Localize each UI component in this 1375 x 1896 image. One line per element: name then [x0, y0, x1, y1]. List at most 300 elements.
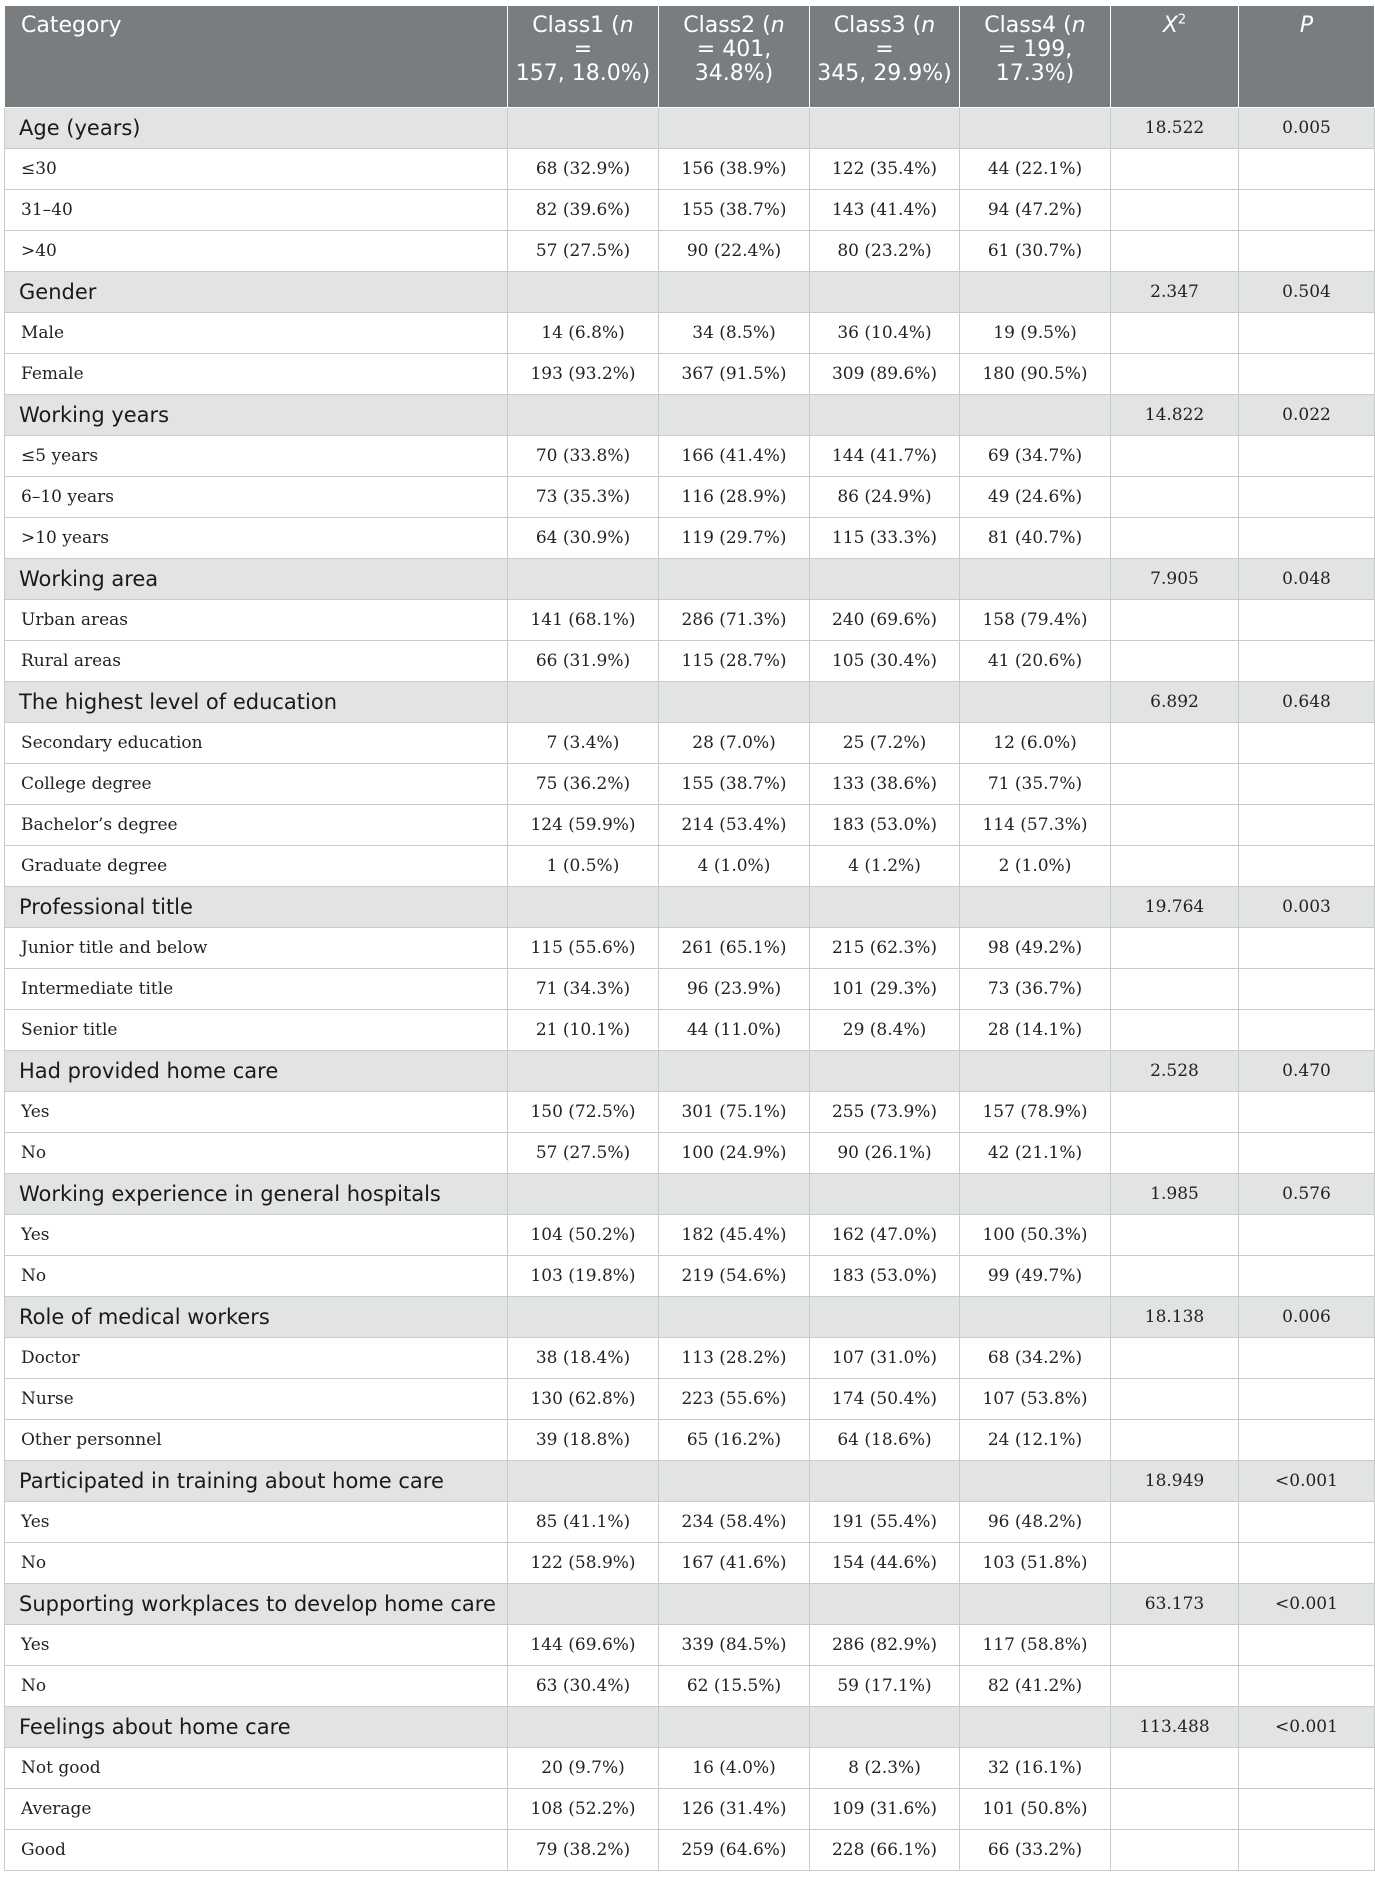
chi-square-value: 6.892 — [1111, 682, 1239, 723]
class2-value: 119 (29.7%) — [659, 518, 810, 559]
table-row — [5, 518, 1375, 559]
class2-value: 223 (55.6%) — [659, 1379, 810, 1420]
empty-cell — [508, 395, 659, 436]
section-header-row — [5, 395, 1375, 436]
class1-value: 70 (33.8%) — [508, 436, 659, 477]
empty-cell — [1111, 1379, 1239, 1420]
empty-cell — [1239, 1625, 1375, 1666]
class1-value: 124 (59.9%) — [508, 805, 659, 846]
table-body — [5, 108, 1375, 1871]
table-row — [5, 231, 1375, 272]
class1-value: 115 (55.6%) — [508, 928, 659, 969]
table-row — [5, 1420, 1375, 1461]
class1-value: 108 (52.2%) — [508, 1789, 659, 1830]
empty-cell — [659, 1174, 810, 1215]
class3-value: 154 (44.6%) — [810, 1543, 960, 1584]
empty-cell — [1111, 764, 1239, 805]
row-label: Graduate degree — [5, 846, 508, 887]
header-category: Category — [5, 6, 508, 108]
empty-cell — [508, 682, 659, 723]
empty-cell — [810, 1051, 960, 1092]
class3-value: 144 (41.7%) — [810, 436, 960, 477]
class4-value: 98 (49.2%) — [960, 928, 1111, 969]
row-label: ≤5 years — [5, 436, 508, 477]
row-label: No — [5, 1666, 508, 1707]
table-row — [5, 1666, 1375, 1707]
empty-cell — [1111, 928, 1239, 969]
empty-cell — [1239, 1543, 1375, 1584]
empty-cell — [810, 1461, 960, 1502]
empty-cell — [1239, 1256, 1375, 1297]
class1-value: 82 (39.6%) — [508, 190, 659, 231]
class3-value: 309 (89.6%) — [810, 354, 960, 395]
class3-value: 162 (47.0%) — [810, 1215, 960, 1256]
p-value: 0.576 — [1239, 1174, 1375, 1215]
empty-cell — [1111, 723, 1239, 764]
empty-cell — [1111, 1215, 1239, 1256]
empty-cell — [659, 682, 810, 723]
table-row — [5, 969, 1375, 1010]
class1-value: 141 (68.1%) — [508, 600, 659, 641]
p-value: 0.504 — [1239, 272, 1375, 313]
class1-value: 64 (30.9%) — [508, 518, 659, 559]
chi-square-value: 63.173 — [1111, 1584, 1239, 1625]
class4-value: 28 (14.1%) — [960, 1010, 1111, 1051]
class4-value: 69 (34.7%) — [960, 436, 1111, 477]
empty-cell — [810, 1297, 960, 1338]
row-label: Yes — [5, 1092, 508, 1133]
row-label: Secondary education — [5, 723, 508, 764]
class4-value: 71 (35.7%) — [960, 764, 1111, 805]
empty-cell — [1239, 723, 1375, 764]
class4-value: 157 (78.9%) — [960, 1092, 1111, 1133]
table-row — [5, 846, 1375, 887]
empty-cell — [1239, 1092, 1375, 1133]
empty-cell — [810, 272, 960, 313]
chi-square-value: 18.138 — [1111, 1297, 1239, 1338]
class2-value: 261 (65.1%) — [659, 928, 810, 969]
row-label: Other personnel — [5, 1420, 508, 1461]
row-label: 31–40 — [5, 190, 508, 231]
empty-cell — [810, 1174, 960, 1215]
class3-value: 240 (69.6%) — [810, 600, 960, 641]
header-row — [5, 6, 1375, 108]
empty-cell — [659, 272, 810, 313]
class1-value: 63 (30.4%) — [508, 1666, 659, 1707]
empty-cell — [960, 887, 1111, 928]
class2-value: 214 (53.4%) — [659, 805, 810, 846]
empty-cell — [1239, 1133, 1375, 1174]
class1-value: 79 (38.2%) — [508, 1830, 659, 1871]
table-row — [5, 149, 1375, 190]
class3-value: 80 (23.2%) — [810, 231, 960, 272]
table-row — [5, 477, 1375, 518]
empty-cell — [960, 1051, 1111, 1092]
class2-value: 234 (58.4%) — [659, 1502, 810, 1543]
empty-cell — [659, 559, 810, 600]
class2-value: 113 (28.2%) — [659, 1338, 810, 1379]
class3-value: 109 (31.6%) — [810, 1789, 960, 1830]
empty-cell — [659, 108, 810, 149]
empty-cell — [1111, 600, 1239, 641]
section-header-row — [5, 1461, 1375, 1502]
row-label: Yes — [5, 1215, 508, 1256]
table-row — [5, 436, 1375, 477]
class4-value: 94 (47.2%) — [960, 190, 1111, 231]
class3-value: 122 (35.4%) — [810, 149, 960, 190]
class2-value: 155 (38.7%) — [659, 764, 810, 805]
empty-cell — [1111, 1092, 1239, 1133]
class4-value: 44 (22.1%) — [960, 149, 1111, 190]
p-value: 0.048 — [1239, 559, 1375, 600]
row-label: No — [5, 1256, 508, 1297]
section-label: Supporting workplaces to develop home care — [5, 1584, 508, 1625]
empty-cell — [960, 108, 1111, 149]
empty-cell — [1111, 231, 1239, 272]
empty-cell — [960, 682, 1111, 723]
class4-value: 107 (53.8%) — [960, 1379, 1111, 1420]
class2-value: 90 (22.4%) — [659, 231, 810, 272]
class4-value: 81 (40.7%) — [960, 518, 1111, 559]
class2-value: 44 (11.0%) — [659, 1010, 810, 1051]
empty-cell — [1111, 1420, 1239, 1461]
class2-value: 115 (28.7%) — [659, 641, 810, 682]
row-label: Bachelor’s degree — [5, 805, 508, 846]
class4-value: 117 (58.8%) — [960, 1625, 1111, 1666]
chi-square-value: 2.528 — [1111, 1051, 1239, 1092]
class1-value: 66 (31.9%) — [508, 641, 659, 682]
class3-value: 143 (41.4%) — [810, 190, 960, 231]
empty-cell — [1111, 1338, 1239, 1379]
class2-value: 367 (91.5%) — [659, 354, 810, 395]
chi-square-value: 18.522 — [1111, 108, 1239, 149]
empty-cell — [508, 1051, 659, 1092]
empty-cell — [1239, 436, 1375, 477]
p-value: <0.001 — [1239, 1584, 1375, 1625]
empty-cell — [1111, 969, 1239, 1010]
empty-cell — [1111, 477, 1239, 518]
empty-cell — [1111, 1502, 1239, 1543]
class1-value: 57 (27.5%) — [508, 1133, 659, 1174]
class2-value: 126 (31.4%) — [659, 1789, 810, 1830]
section-header-row — [5, 108, 1375, 149]
class4-value: 66 (33.2%) — [960, 1830, 1111, 1871]
empty-cell — [659, 1461, 810, 1502]
class3-value: 228 (66.1%) — [810, 1830, 960, 1871]
empty-cell — [508, 1297, 659, 1338]
header-chi-square: $X^2$ — [1111, 6, 1239, 108]
table-row — [5, 1256, 1375, 1297]
empty-cell — [1239, 231, 1375, 272]
section-label: Age (years) — [5, 108, 508, 149]
class2-value: 65 (16.2%) — [659, 1420, 810, 1461]
empty-cell — [1111, 190, 1239, 231]
class3-value: 183 (53.0%) — [810, 805, 960, 846]
class4-value: 103 (51.8%) — [960, 1543, 1111, 1584]
class1-value: 68 (32.9%) — [508, 149, 659, 190]
table-row — [5, 1830, 1375, 1871]
empty-cell — [1239, 928, 1375, 969]
section-header-row — [5, 887, 1375, 928]
empty-cell — [1239, 1789, 1375, 1830]
class1-value: 144 (69.6%) — [508, 1625, 659, 1666]
empty-cell — [1111, 805, 1239, 846]
p-value: 0.006 — [1239, 1297, 1375, 1338]
class4-value: 82 (41.2%) — [960, 1666, 1111, 1707]
class4-value: 24 (12.1%) — [960, 1420, 1111, 1461]
class4-value: 158 (79.4%) — [960, 600, 1111, 641]
class2-value: 100 (24.9%) — [659, 1133, 810, 1174]
class1-value: 73 (35.3%) — [508, 477, 659, 518]
class2-value: 182 (45.4%) — [659, 1215, 810, 1256]
class3-value: 183 (53.0%) — [810, 1256, 960, 1297]
row-label: >40 — [5, 231, 508, 272]
table-row — [5, 1748, 1375, 1789]
empty-cell — [659, 1051, 810, 1092]
empty-cell — [960, 1174, 1111, 1215]
section-header-row — [5, 1297, 1375, 1338]
empty-cell — [659, 395, 810, 436]
class4-value: 12 (6.0%) — [960, 723, 1111, 764]
table-row — [5, 764, 1375, 805]
table-row — [5, 354, 1375, 395]
chi-square-value: 1.985 — [1111, 1174, 1239, 1215]
section-label: Working area — [5, 559, 508, 600]
class1-value: 193 (93.2%) — [508, 354, 659, 395]
class1-value: 130 (62.8%) — [508, 1379, 659, 1420]
class2-value: 28 (7.0%) — [659, 723, 810, 764]
class3-value: 64 (18.6%) — [810, 1420, 960, 1461]
class2-value: 156 (38.9%) — [659, 149, 810, 190]
empty-cell — [508, 1461, 659, 1502]
p-value: 0.022 — [1239, 395, 1375, 436]
empty-cell — [960, 1461, 1111, 1502]
table-row — [5, 805, 1375, 846]
class2-value: 166 (41.4%) — [659, 436, 810, 477]
table-row — [5, 1215, 1375, 1256]
p-value: 0.003 — [1239, 887, 1375, 928]
empty-cell — [810, 1584, 960, 1625]
class-comparison-table — [4, 5, 1375, 1871]
empty-cell — [1239, 805, 1375, 846]
empty-cell — [960, 559, 1111, 600]
chi-square-value: 18.949 — [1111, 1461, 1239, 1502]
class1-value: 1 (0.5%) — [508, 846, 659, 887]
section-header-row — [5, 272, 1375, 313]
class3-value: 133 (38.6%) — [810, 764, 960, 805]
header-class2: Class2 (n = 401, 34.8%) — [659, 6, 810, 108]
p-value: <0.001 — [1239, 1707, 1375, 1748]
class4-value: 100 (50.3%) — [960, 1215, 1111, 1256]
table-row — [5, 1789, 1375, 1830]
class4-value: 68 (34.2%) — [960, 1338, 1111, 1379]
empty-cell — [508, 559, 659, 600]
table-row — [5, 190, 1375, 231]
row-label: Senior title — [5, 1010, 508, 1051]
row-label: Doctor — [5, 1338, 508, 1379]
empty-cell — [1111, 1010, 1239, 1051]
class2-value: 219 (54.6%) — [659, 1256, 810, 1297]
chi-square-value: 2.347 — [1111, 272, 1239, 313]
class4-value: 61 (30.7%) — [960, 231, 1111, 272]
class2-value: 34 (8.5%) — [659, 313, 810, 354]
class1-value: 20 (9.7%) — [508, 1748, 659, 1789]
chi-square-value: 113.488 — [1111, 1707, 1239, 1748]
class3-value: 25 (7.2%) — [810, 723, 960, 764]
table-row — [5, 641, 1375, 682]
empty-cell — [1239, 1830, 1375, 1871]
row-label: Average — [5, 1789, 508, 1830]
empty-cell — [508, 1707, 659, 1748]
empty-cell — [1239, 477, 1375, 518]
section-label: Professional title — [5, 887, 508, 928]
class4-value: 19 (9.5%) — [960, 313, 1111, 354]
row-label: No — [5, 1133, 508, 1174]
class3-value: 115 (33.3%) — [810, 518, 960, 559]
empty-cell — [1239, 1666, 1375, 1707]
empty-cell — [508, 1174, 659, 1215]
class4-value: 2 (1.0%) — [960, 846, 1111, 887]
class4-value: 49 (24.6%) — [960, 477, 1111, 518]
empty-cell — [1111, 1748, 1239, 1789]
empty-cell — [1111, 641, 1239, 682]
empty-cell — [1111, 436, 1239, 477]
row-label: Yes — [5, 1625, 508, 1666]
class1-value: 75 (36.2%) — [508, 764, 659, 805]
empty-cell — [508, 108, 659, 149]
empty-cell — [960, 1584, 1111, 1625]
row-label: 6–10 years — [5, 477, 508, 518]
chi-square-value: 14.822 — [1111, 395, 1239, 436]
section-label: Role of medical workers — [5, 1297, 508, 1338]
class4-value: 32 (16.1%) — [960, 1748, 1111, 1789]
header-class1: Class1 (n = 157, 18.0%) — [508, 6, 659, 108]
section-header-row — [5, 1584, 1375, 1625]
section-header-row — [5, 1174, 1375, 1215]
class4-value: 101 (50.8%) — [960, 1789, 1111, 1830]
empty-cell — [810, 395, 960, 436]
table-row — [5, 1010, 1375, 1051]
section-header-row — [5, 682, 1375, 723]
row-label: Urban areas — [5, 600, 508, 641]
empty-cell — [960, 1707, 1111, 1748]
empty-cell — [1239, 1420, 1375, 1461]
table-row — [5, 723, 1375, 764]
empty-cell — [659, 1297, 810, 1338]
empty-cell — [960, 272, 1111, 313]
class3-value: 4 (1.2%) — [810, 846, 960, 887]
class1-value: 14 (6.8%) — [508, 313, 659, 354]
row-label: College degree — [5, 764, 508, 805]
table-row — [5, 1379, 1375, 1420]
empty-cell — [1239, 969, 1375, 1010]
class2-value: 62 (15.5%) — [659, 1666, 810, 1707]
class3-value: 101 (29.3%) — [810, 969, 960, 1010]
class2-value: 339 (84.5%) — [659, 1625, 810, 1666]
class2-value: 167 (41.6%) — [659, 1543, 810, 1584]
class3-value: 255 (73.9%) — [810, 1092, 960, 1133]
table-row — [5, 600, 1375, 641]
class4-value: 41 (20.6%) — [960, 641, 1111, 682]
class1-value: 104 (50.2%) — [508, 1215, 659, 1256]
empty-cell — [810, 1707, 960, 1748]
table-row — [5, 928, 1375, 969]
empty-cell — [1239, 190, 1375, 231]
row-label: Good — [5, 1830, 508, 1871]
class4-value: 42 (21.1%) — [960, 1133, 1111, 1174]
header-class4: Class4 (n = 199, 17.3%) — [960, 6, 1111, 108]
row-label: No — [5, 1543, 508, 1584]
class2-value: 16 (4.0%) — [659, 1748, 810, 1789]
section-header-row — [5, 1707, 1375, 1748]
section-label: Gender — [5, 272, 508, 313]
p-value: 0.005 — [1239, 108, 1375, 149]
class3-value: 86 (24.9%) — [810, 477, 960, 518]
row-label: Nurse — [5, 1379, 508, 1420]
empty-cell — [1111, 518, 1239, 559]
p-value: 0.470 — [1239, 1051, 1375, 1092]
empty-cell — [1111, 1133, 1239, 1174]
class1-value: 150 (72.5%) — [508, 1092, 659, 1133]
empty-cell — [1111, 846, 1239, 887]
empty-cell — [1111, 149, 1239, 190]
section-header-row — [5, 1051, 1375, 1092]
class1-value: 71 (34.3%) — [508, 969, 659, 1010]
empty-cell — [1111, 1789, 1239, 1830]
empty-cell — [1239, 149, 1375, 190]
empty-cell — [1111, 1666, 1239, 1707]
section-label: Participated in training about home care — [5, 1461, 508, 1502]
class2-value: 116 (28.9%) — [659, 477, 810, 518]
table-row — [5, 1092, 1375, 1133]
empty-cell — [1239, 518, 1375, 559]
class4-value: 73 (36.7%) — [960, 969, 1111, 1010]
table-container — [4, 5, 1374, 1871]
row-label: Yes — [5, 1502, 508, 1543]
empty-cell — [1239, 1215, 1375, 1256]
empty-cell — [810, 559, 960, 600]
class3-value: 59 (17.1%) — [810, 1666, 960, 1707]
section-label: Feelings about home care — [5, 1707, 508, 1748]
class1-value: 21 (10.1%) — [508, 1010, 659, 1051]
empty-cell — [1111, 1543, 1239, 1584]
class2-value: 301 (75.1%) — [659, 1092, 810, 1133]
empty-cell — [1239, 313, 1375, 354]
empty-cell — [659, 1584, 810, 1625]
empty-cell — [508, 887, 659, 928]
chi-square-value: 7.905 — [1111, 559, 1239, 600]
class3-value: 90 (26.1%) — [810, 1133, 960, 1174]
empty-cell — [810, 887, 960, 928]
class2-value: 4 (1.0%) — [659, 846, 810, 887]
empty-cell — [960, 1297, 1111, 1338]
empty-cell — [810, 682, 960, 723]
class3-value: 215 (62.3%) — [810, 928, 960, 969]
class4-value: 180 (90.5%) — [960, 354, 1111, 395]
class3-value: 107 (31.0%) — [810, 1338, 960, 1379]
class3-value: 174 (50.4%) — [810, 1379, 960, 1420]
empty-cell — [1239, 1748, 1375, 1789]
row-label: Female — [5, 354, 508, 395]
row-label: >10 years — [5, 518, 508, 559]
empty-cell — [1111, 1625, 1239, 1666]
table-row — [5, 1133, 1375, 1174]
empty-cell — [1239, 1502, 1375, 1543]
class2-value: 286 (71.3%) — [659, 600, 810, 641]
table-row — [5, 1338, 1375, 1379]
class2-value: 155 (38.7%) — [659, 190, 810, 231]
empty-cell — [1239, 1338, 1375, 1379]
